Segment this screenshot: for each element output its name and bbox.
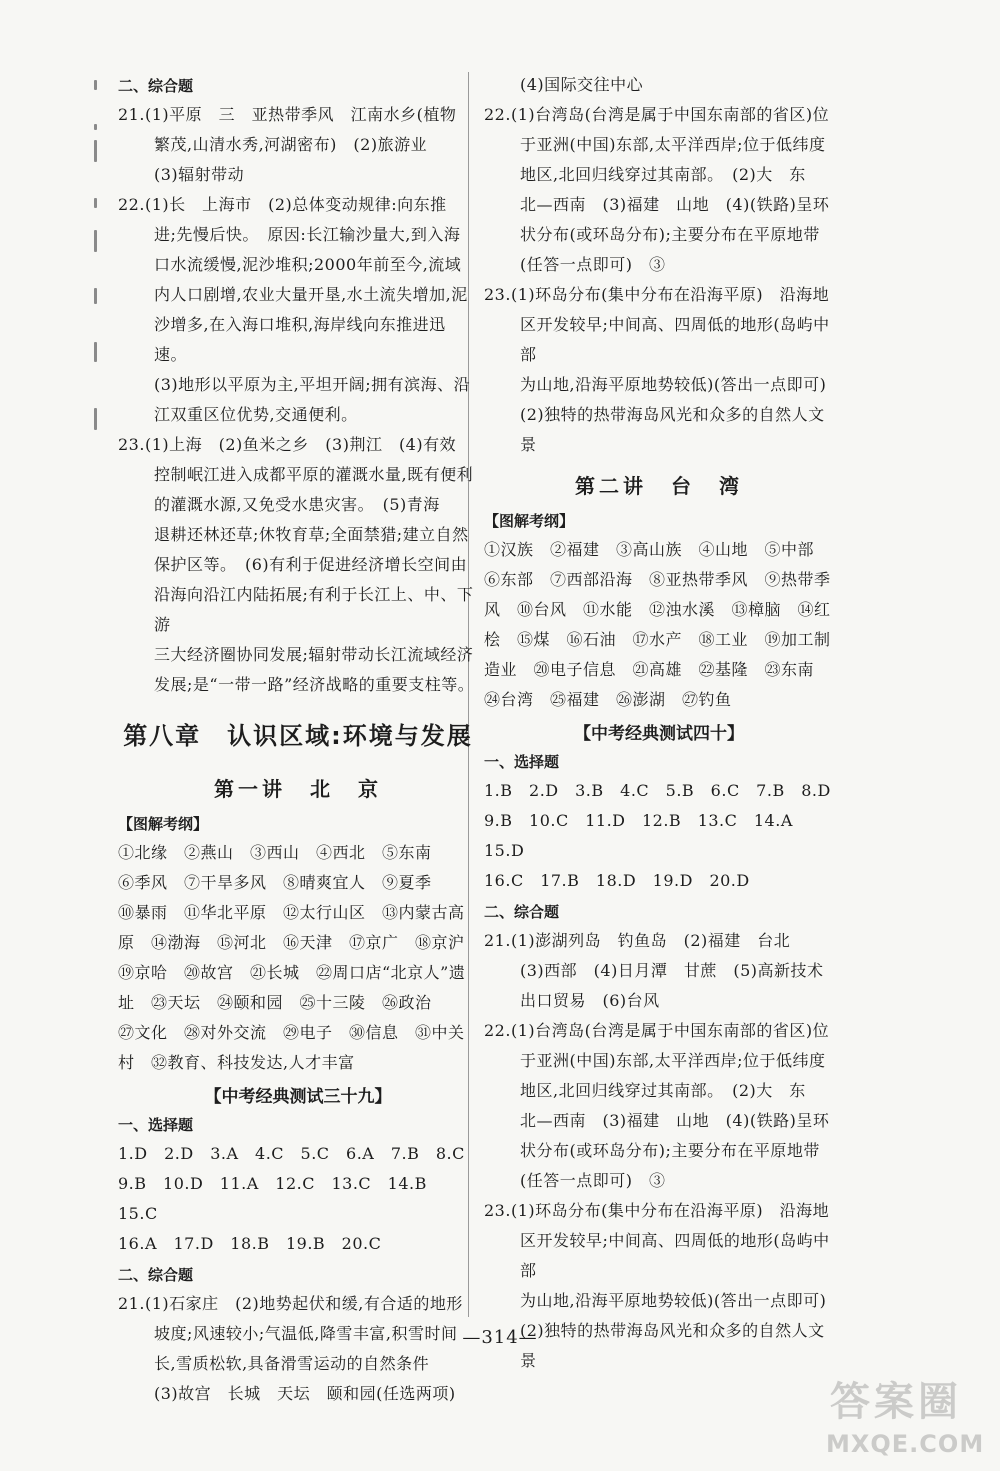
- binding-margin-marks: [88, 80, 104, 480]
- text-line: 16.C 17.B 18.D 19.D 20.D: [484, 871, 750, 890]
- text-line: 于亚洲(中国)东部,太平洋西岸;位于低纬度: [520, 135, 826, 154]
- text-line: 进;先慢后快。 原因:长江输沙量大,到入海: [154, 225, 461, 244]
- lecture-title-taiwan: 第二讲 台 湾: [575, 474, 743, 498]
- text-line: 状分布(或环岛分布);主要分布在平原地带: [520, 1141, 820, 1160]
- text-line: 村 ㉜教育、科技发达,人才丰富: [118, 1053, 355, 1072]
- outline-answers-taiwan: [484, 535, 834, 715]
- text-line: ①汉族 ②福建 ③高山族 ④山地 ⑤中部: [484, 540, 815, 559]
- text-line: 1.B 2.D 3.B 4.C 5.B 6.C 7.B 8.D: [484, 781, 831, 800]
- watermark-logo: 答案圈: [830, 1379, 962, 1425]
- text-line: 区开发较早;中间高、四周低的地形(岛屿中部: [520, 1231, 830, 1280]
- text-line: 退耕还林还草;休牧育草;全面禁猎;建立自然: [154, 525, 469, 544]
- answer-q21-test40: [484, 926, 834, 1016]
- text-line: (任答一点即可) ③: [520, 255, 666, 274]
- section-heading-comprehensive-40: 二、综合题: [484, 903, 560, 921]
- answer-q22-test40: [484, 1016, 834, 1196]
- text-line: 原 ⑭渤海 ⑮河北 ⑯天津 ⑰京广 ⑱京沪: [118, 933, 465, 952]
- answer-q23-beijing: [484, 280, 834, 460]
- answer-q21: [118, 100, 478, 190]
- text-line: 22.(1)台湾岛(台湾是属于中国东南部的省区)位: [484, 1021, 830, 1040]
- text-line: ⑥季风 ⑦干旱多风 ⑧晴爽宜人 ⑨夏季: [118, 873, 432, 892]
- text-line: 江双重区位优势,交通便利。: [154, 405, 358, 424]
- text-line: (任答一点即可) ③: [520, 1171, 666, 1190]
- text-line: 北—西南 (3)福建 山地 (4)(铁路)呈环: [520, 1111, 830, 1130]
- watermark-url: MXQE.COM: [826, 1430, 985, 1458]
- text-line: 址 ㉓天坛 ㉔颐和园 ㉕十三陵 ㉖政治: [118, 993, 432, 1012]
- watermark: [818, 1378, 998, 1468]
- text-line: ⑲京哈 ⑳故宫 ㉑长城 ㉒周口店“北京人”遗: [118, 963, 466, 982]
- choice-answers-39: [118, 1139, 478, 1259]
- text-line: 1.D 2.D 3.A 4.C 5.C 6.A 7.B 8.C: [118, 1144, 465, 1163]
- text-line: 为山地,沿海平原地势较低)(答出一点即可): [520, 375, 827, 394]
- text-line: 23.(1)环岛分布(集中分布在沿海平原) 沿海地: [484, 1201, 830, 1220]
- text-line: 地区,北回归线穿过其南部。 (2)大 东: [520, 165, 806, 184]
- text-line: (2)独特的热带海岛风光和众多的自然人文景: [520, 1321, 825, 1370]
- text-line: 21.(1)平原 三 亚热带季风 江南水乡(植物: [118, 105, 457, 124]
- answer-q23: [118, 430, 478, 700]
- text-line: 为山地,沿海平原地势较低)(答出一点即可): [520, 1291, 827, 1310]
- outline-heading: 【图解考纲】: [118, 815, 209, 833]
- outline-answers-beijing: [118, 838, 478, 1078]
- choice-answers-40: [484, 776, 834, 896]
- answer-q21-test39: [118, 1289, 478, 1409]
- text-line: 沿海向沿江内陆拓展;有利于长江上、中、下游: [154, 585, 474, 634]
- text-line: 的灌溉水源,又免受水患灾害。 (5)青海: [154, 495, 440, 514]
- text-line: 三大经济圈协同发展;辐射带动长江流域经济: [154, 645, 474, 664]
- test-title-39: 【中考经典测试三十九】: [204, 1087, 392, 1107]
- text-line: 9.B 10.D 11.A 12.C 13.C 14.B 15.C: [118, 1174, 444, 1223]
- text-line: 出口贸易 (6)台风: [520, 991, 660, 1010]
- text-line: 口水流缓慢,泥沙堆积;2000年前至今,流域: [154, 255, 462, 274]
- right-column: [484, 70, 834, 1376]
- chapter-title: 第八章 认识区域:环境与发展: [123, 722, 473, 750]
- answer-q23-test40: [484, 1196, 834, 1376]
- outline-heading-taiwan: 【图解考纲】: [484, 512, 575, 530]
- text-line: 保护区等。 (6)有利于促进经济增长空间由: [154, 555, 468, 574]
- text-line: 繁茂,山清水秀,河湖密布) (2)旅游业: [154, 135, 428, 154]
- text-line: 23.(1)环岛分布(集中分布在沿海平原) 沿海地: [484, 285, 830, 304]
- answer-continued: [484, 70, 834, 100]
- section-heading-comprehensive: 二、综合题: [118, 77, 194, 95]
- text-line: 长,雪质松软,具备滑雪运动的自然条件: [154, 1354, 430, 1373]
- text-line: 北—西南 (3)福建 山地 (4)(铁路)呈环: [520, 195, 830, 214]
- text-line: 地区,北回归线穿过其南部。 (2)大 东: [520, 1081, 806, 1100]
- text-line: ㉔台湾 ㉕福建 ㉖澎湖 ㉗钓鱼: [484, 690, 732, 709]
- text-line: (3)地形以平原为主,平坦开阔;拥有滨海、沿: [154, 375, 471, 394]
- text-line: 风 ⑩台风 ⑪水能 ⑫浊水溪 ⑬樟脑 ⑭红: [484, 600, 831, 619]
- text-line: 21.(1)澎湖列岛 钓鱼岛 (2)福建 台北: [484, 931, 791, 950]
- text-line: ①北缘 ②燕山 ③西山 ④西北 ⑤东南: [118, 843, 432, 862]
- text-line: (3)辐射带动: [154, 165, 245, 184]
- text-line: 坡度;风速较小;气温低,降雪丰富,积雪时间: [154, 1324, 458, 1343]
- text-line: 状分布(或环岛分布);主要分布在平原地带: [520, 225, 820, 244]
- text-line: (3)故宫 长城 天坛 颐和园(任选两项): [154, 1384, 456, 1403]
- text-line: 16.A 17.D 18.B 19.B 20.C: [118, 1234, 382, 1253]
- text-line: 控制岷江进入成都平原的灌溉水量,既有便利: [154, 465, 474, 484]
- answer-q22: [118, 190, 478, 430]
- text-line: (3)西部 (4)日月潭 甘蔗 (5)高新技术: [520, 961, 824, 980]
- text-line: 桧 ⑮煤 ⑯石油 ⑰水产 ⑱工业 ⑲加工制: [484, 630, 831, 649]
- text-line: 22.(1)台湾岛(台湾是属于中国东南部的省区)位: [484, 105, 830, 124]
- text-line: ⑥东部 ⑦西部沿海 ⑧亚热带季风 ⑨热带季: [484, 570, 831, 589]
- text-line: 21.(1)石家庄 (2)地势起伏和缓,有合适的地形: [118, 1294, 463, 1313]
- section-heading-comprehensive-39: 二、综合题: [118, 1266, 194, 1284]
- text-line: (2)独特的热带海岛风光和众多的自然人文景: [520, 405, 825, 454]
- text-line: 沙增多,在入海口堆积,海岸线向东推进迅速。: [154, 315, 446, 364]
- text-line: 造业 ⑳电子信息 ㉑高雄 ㉒基隆 ㉓东南: [484, 660, 815, 679]
- answer-q22-beijing: [484, 100, 834, 280]
- text-line: 区开发较早;中间高、四周低的地形(岛屿中部: [520, 315, 830, 364]
- text-line: 于亚洲(中国)东部,太平洋西岸;位于低纬度: [520, 1051, 826, 1070]
- section-heading-choice-40: 一、选择题: [484, 753, 560, 771]
- text-line: ⑩暴雨 ⑪华北平原 ⑫太行山区 ⑬内蒙古高: [118, 903, 465, 922]
- test-title-40: 【中考经典测试四十】: [574, 724, 744, 744]
- text-line: 9.B 10.C 11.D 12.B 13.C 14.A 15.D: [484, 811, 810, 860]
- left-column: [118, 70, 478, 1409]
- text-line: ㉗文化 ㉘对外交流 ㉙电子 ㉚信息 ㉛中关: [118, 1023, 465, 1042]
- text-line: 发展;是“一带一路”经济战略的重要支柱等。: [154, 675, 475, 694]
- text-line: 内人口剧增,农业大量开垦,水土流失增加,泥: [154, 285, 468, 304]
- lecture-title-beijing: 第一讲 北 京: [214, 777, 382, 801]
- text-line: 22.(1)长 上海市 (2)总体变动规律:向东推: [118, 195, 447, 214]
- section-heading-choice: 一、选择题: [118, 1116, 194, 1134]
- page-number: —314—: [462, 1327, 538, 1348]
- text-line: 23.(1)上海 (2)鱼米之乡 (3)荆江 (4)有效: [118, 435, 457, 454]
- text-line: (4)国际交往中心: [520, 75, 644, 94]
